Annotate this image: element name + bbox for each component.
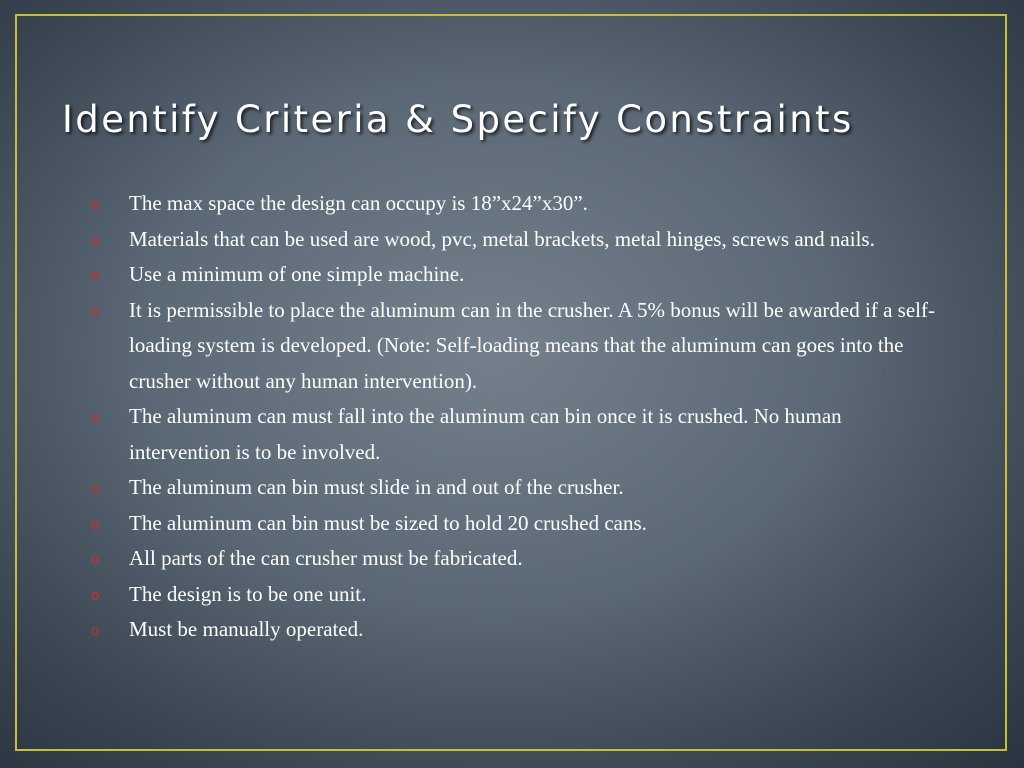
- slide-title: Identify Criteria & Specify Constraints: [62, 98, 854, 141]
- list-item-text: All parts of the can crusher must be fabricated.: [129, 546, 523, 570]
- bullet-circle-icon: o: [91, 409, 100, 426]
- list-item: [88, 257, 948, 293]
- list-item: [88, 293, 948, 400]
- bullet-circle-icon: o: [91, 267, 100, 284]
- bullet-circle-icon: o: [91, 302, 100, 320]
- list-item: [88, 470, 948, 506]
- list-item-text: It is permissible to place the aluminum can in the crusher. A 5% bonus will be awarded if a self- loading system is developed. (Note: Self-loading means that the aluminum can goes into the crusher without any human intervention).: [129, 297, 935, 393]
- list-item-text: The max space the design can occupy is 18”x24”x30”.: [129, 191, 588, 215]
- list-item: [88, 541, 948, 577]
- list-item-text: The aluminum can bin must be sized to hold 20 crushed cans.: [129, 510, 647, 535]
- bullet-circle-icon: o: [91, 622, 100, 639]
- bullet-circle-icon: o: [91, 196, 100, 213]
- list-item: [88, 612, 948, 648]
- list-item-text: Must be manually operated.: [129, 617, 364, 641]
- list-item-text: Materials that can be used are wood, pvc, metal brackets, metal hinges, screws and nails.: [129, 226, 875, 251]
- list-item-text: Use a minimum of one simple machine.: [129, 262, 465, 286]
- bullet-circle-icon: o: [91, 231, 100, 249]
- bullet-circle-icon: o: [91, 480, 100, 497]
- constraints-list: [88, 186, 948, 648]
- bullet-circle-icon: o: [91, 586, 100, 604]
- list-item: [88, 506, 948, 542]
- list-item: [88, 222, 948, 258]
- list-item: [88, 399, 948, 470]
- bullet-circle-icon: o: [91, 515, 100, 533]
- list-item-text: The design is to be one unit.: [129, 581, 367, 606]
- list-item: [88, 577, 948, 613]
- list-item-text: The aluminum can must fall into the aluminum can bin once it is crushed. No human intervention is to be involved.: [129, 404, 842, 464]
- list-item: [88, 186, 948, 222]
- bullet-circle-icon: o: [91, 551, 100, 568]
- list-item-text: The aluminum can bin must slide in and out of the crusher.: [129, 475, 624, 499]
